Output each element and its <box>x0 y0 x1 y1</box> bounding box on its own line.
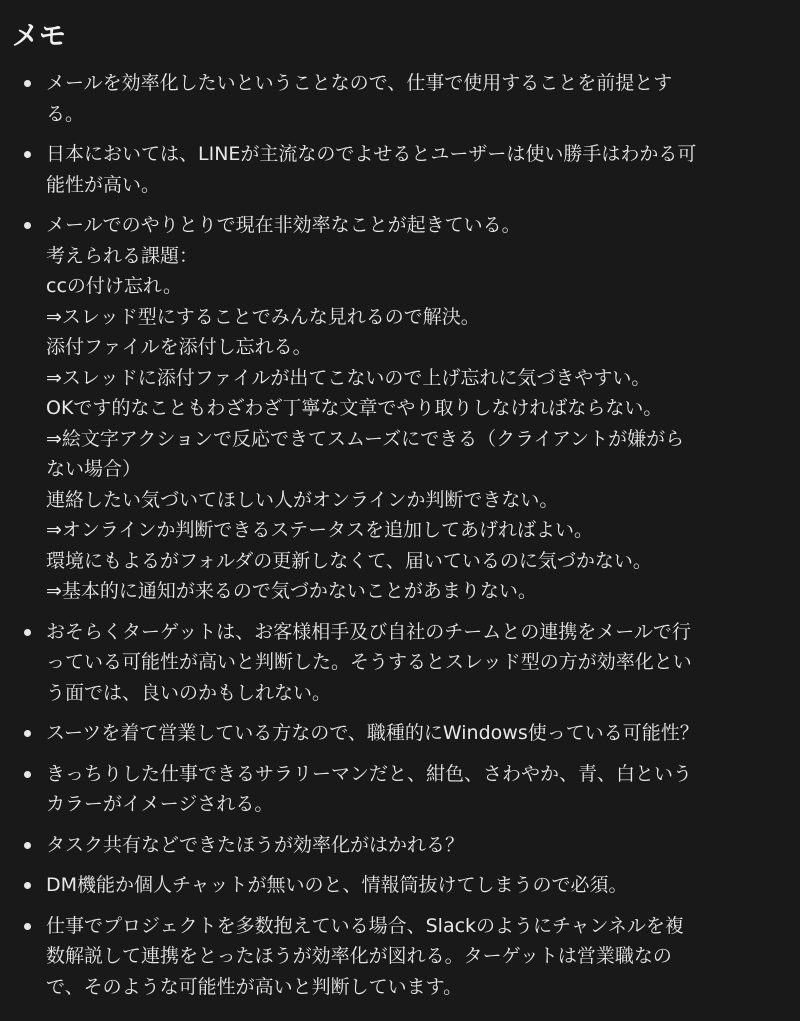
memo-text-line: メールでのやりとりで現在非効率なことが起きている。 <box>46 214 521 236</box>
memo-text-line: っている可能性が高いと判断した。そうするとスレッド型の方が効率化とい <box>46 651 692 673</box>
memo-text-line: きっちりした仕事できるサラリーマンだと、紺色、さわやか、青、白という <box>46 762 693 785</box>
memo-text-line: 連絡したい気づいてほしい人がオンラインか判断できない。 <box>46 488 559 511</box>
memo-text-line: る。 <box>46 102 85 125</box>
bullet-icon <box>24 80 31 87</box>
memo-text-line: DM機能か個人チャットが無いのと、情報筒抜けてしまうので必須。 <box>46 874 628 896</box>
memo-text-line: ⇒絵文字アクションで反応できてスムーズにできる（クライアントが嫌がら <box>46 427 685 450</box>
memo-text-line: 添付ファイルを添付し忘れる。 <box>46 336 312 358</box>
memo-text-line: 仕事でプロジェクトを多数抱えている場合、Slackのようにチャンネルを複 <box>46 914 684 937</box>
memo-text-line: で、そのような可能性が高いと判断しています。 <box>46 975 463 998</box>
bullet-icon <box>24 151 31 158</box>
bullet-icon <box>24 629 31 636</box>
memo-list-item <box>12 210 800 607</box>
memo-text-line: 数解説して連携をとったほうが効率化が図れる。ターゲットは営業職なの <box>46 945 672 967</box>
memo-list-item <box>12 830 800 861</box>
memo-text-line: スーツを着て営業している方なので、職種的にWindows使っている可能性？ <box>46 722 699 744</box>
memo-heading: メモ <box>12 21 66 52</box>
memo-text-line: ⇒オンラインか判断できるステータスを追加してあげればよい。 <box>46 519 593 541</box>
memo-text-line: 日本においては、LINEが主流なのでよせるとユーザーは使い勝手はわかる可 <box>46 143 697 165</box>
memo-list-item <box>12 68 800 129</box>
memo-text-line: ⇒スレッドに添付ファイルが出てこないので上げ忘れに気づきやすい。 <box>46 366 651 389</box>
memo-text-line: ⇒基本的に通知が来るので気づかないことがあまりない。 <box>46 580 537 602</box>
memo-list-item <box>12 759 800 820</box>
memo-text-line: う面では、良いのかもしれない。 <box>46 681 332 704</box>
memo-text-line: ccの付け忘れ。 <box>46 275 183 297</box>
memo-text-line: ない場合） <box>46 458 142 480</box>
bullet-icon <box>24 882 31 889</box>
memo-text-line: OKです的なこともわざわざ丁寧な文章でやり取りしなければならない。 <box>46 397 663 419</box>
memo-text-line: 能性が高い。 <box>46 173 161 196</box>
bullet-icon <box>24 222 31 229</box>
memo-text-line: おそらくターゲットは、お客様相手及び自社のチームとの連携をメールで行 <box>46 620 691 643</box>
memo-list-item <box>12 911 800 1003</box>
memo-text-line: タスク共有などできたほうが効率化がはかれる？ <box>46 833 465 856</box>
memo-text-line: 環境にもよるがフォルダの更新しなくて、届いているのに気づかない。 <box>46 549 652 572</box>
memo-list-item <box>12 617 800 709</box>
bullet-icon <box>24 923 31 930</box>
bullet-icon <box>24 842 31 849</box>
memo-text-line: 考えられる課題： <box>46 244 199 267</box>
memo-text-line: カラーがイメージされる。 <box>46 793 274 815</box>
memo-list-item <box>12 139 800 200</box>
bullet-icon <box>24 771 31 778</box>
memo-list-item <box>12 870 800 901</box>
memo-list <box>12 68 800 1002</box>
bullet-icon <box>24 730 31 737</box>
memo-text-line: メールを効率化したいということなので、仕事で使用することを前提とす <box>46 72 673 94</box>
memo-list-item <box>12 718 800 749</box>
memo-text-line: ⇒スレッド型にすることでみんな見れるので解決。 <box>46 305 480 328</box>
